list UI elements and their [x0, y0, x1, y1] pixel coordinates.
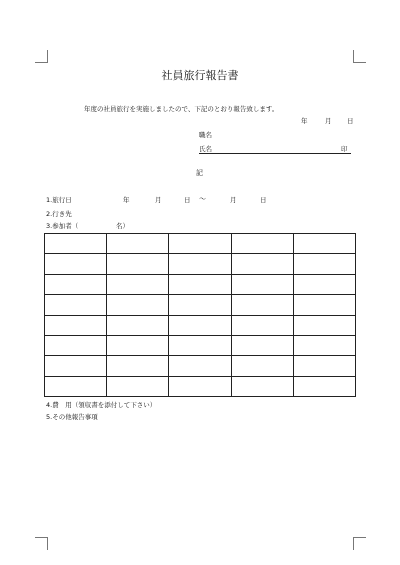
table-cell[interactable]	[45, 376, 107, 396]
table-cell[interactable]	[169, 376, 231, 396]
travel-date-separator: ～	[199, 195, 206, 203]
participants-unit-label: 名）	[116, 222, 129, 230]
table-cell[interactable]	[45, 356, 107, 376]
table-cell[interactable]	[293, 295, 355, 315]
table-cell[interactable]	[231, 254, 293, 274]
name-underline	[199, 153, 351, 154]
table-cell[interactable]	[169, 295, 231, 315]
table-cell[interactable]	[169, 335, 231, 355]
travel-date-label: 1.旅行日	[46, 196, 72, 204]
table-cell[interactable]	[293, 356, 355, 376]
participants-table	[44, 233, 356, 397]
name-label: 氏名	[199, 145, 212, 153]
table-cell[interactable]	[45, 315, 107, 335]
table-cell[interactable]	[293, 274, 355, 294]
table-cell[interactable]	[169, 274, 231, 294]
travel-end-day-label: 日	[260, 196, 267, 204]
table-cell[interactable]	[45, 295, 107, 315]
crop-mark-bottom-right	[353, 537, 366, 550]
table-cell[interactable]	[231, 356, 293, 376]
table-cell[interactable]	[45, 274, 107, 294]
table-cell[interactable]	[169, 254, 231, 274]
table-cell[interactable]	[107, 295, 169, 315]
table-cell[interactable]	[169, 315, 231, 335]
table-cell[interactable]	[107, 234, 169, 254]
table-cell[interactable]	[293, 335, 355, 355]
table-cell[interactable]	[45, 254, 107, 274]
table-cell[interactable]	[169, 234, 231, 254]
crop-mark-bottom-left	[35, 537, 48, 550]
table-cell[interactable]	[107, 356, 169, 376]
table-cell[interactable]	[231, 234, 293, 254]
table-row	[45, 274, 356, 294]
table-cell[interactable]	[231, 295, 293, 315]
other-report-label: 5.その他報告事項	[46, 413, 98, 421]
table-cell[interactable]	[107, 315, 169, 335]
table-row	[45, 315, 356, 335]
table-cell[interactable]	[107, 376, 169, 396]
table-row	[45, 254, 356, 274]
participants-label: 3.参加者（	[46, 222, 79, 230]
table-cell[interactable]	[293, 234, 355, 254]
crop-mark-top-right	[353, 50, 366, 63]
intro-text: 年度の社員旅行を実施しましたので、下記のとおり報告致します。	[84, 105, 279, 113]
table-cell[interactable]	[293, 315, 355, 335]
table-row	[45, 234, 356, 254]
travel-start-year-label: 年	[123, 196, 130, 204]
table-cell[interactable]	[107, 335, 169, 355]
table-cell[interactable]	[45, 234, 107, 254]
table-row	[45, 335, 356, 355]
table-cell[interactable]	[231, 315, 293, 335]
report-date-year-label: 年	[301, 117, 308, 125]
travel-end-month-label: 月	[230, 196, 237, 204]
table-cell[interactable]	[293, 376, 355, 396]
record-heading: 記	[196, 169, 203, 177]
position-label: 職名	[199, 131, 212, 139]
travel-start-day-label: 日	[184, 196, 191, 204]
table-cell[interactable]	[107, 254, 169, 274]
seal-label: 印	[341, 145, 348, 153]
expenses-label: 4.費 用（領収書を添付して下さい）	[46, 401, 157, 409]
table-cell[interactable]	[293, 254, 355, 274]
table-cell[interactable]	[231, 274, 293, 294]
table-cell[interactable]	[107, 274, 169, 294]
table-cell[interactable]	[45, 335, 107, 355]
table-cell[interactable]	[231, 376, 293, 396]
document-title: 社員旅行報告書	[161, 69, 239, 82]
report-date-month-label: 月	[325, 117, 332, 125]
table-cell[interactable]	[231, 335, 293, 355]
table-row	[45, 356, 356, 376]
table-row	[45, 376, 356, 396]
travel-start-month-label: 月	[155, 196, 162, 204]
report-date-day-label: 日	[347, 117, 354, 125]
crop-mark-top-left	[35, 50, 48, 63]
table-cell[interactable]	[169, 356, 231, 376]
destination-label: 2.行き先	[46, 210, 72, 218]
table-row	[45, 295, 356, 315]
